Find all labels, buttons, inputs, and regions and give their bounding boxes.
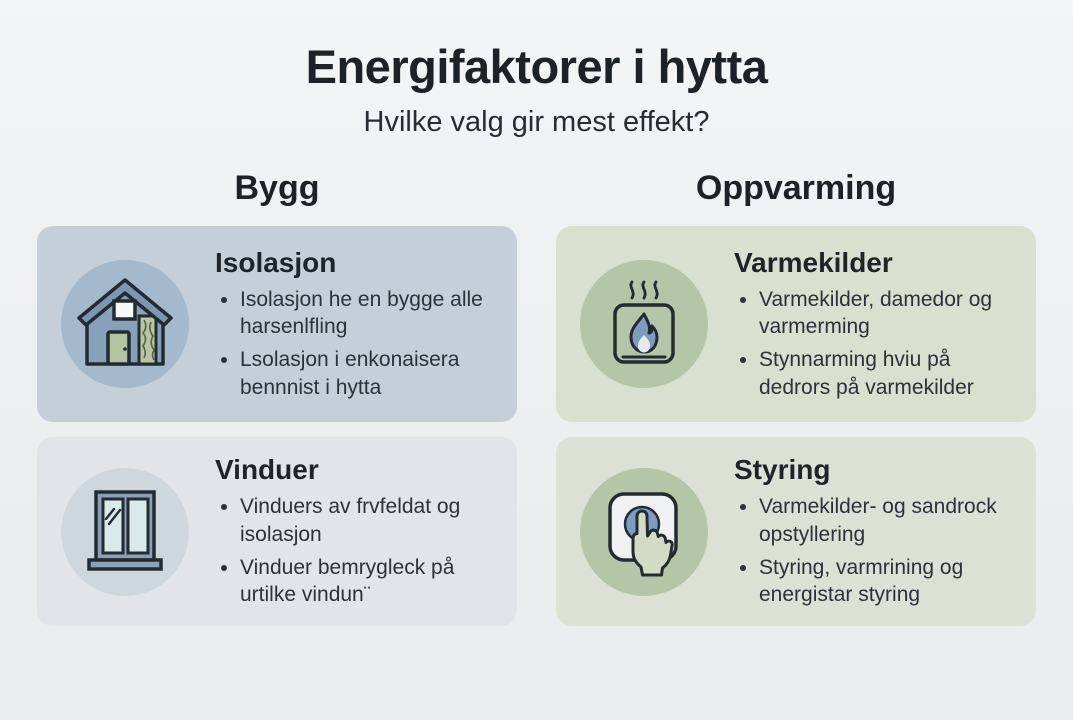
- column-header-oppvarming: Oppvarming: [695, 169, 897, 208]
- card-grid: [0, 169, 1073, 626]
- page-title: Energifaktorer i hytta: [305, 40, 768, 93]
- touch-control-icon: [580, 468, 708, 596]
- fireplace-flame-icon: [580, 260, 708, 388]
- card-content: [215, 247, 499, 402]
- bullet-item: • Stynnarming hviu på dedrors på varmekilder: [759, 346, 1018, 401]
- card-content: [734, 247, 1018, 402]
- bullet-list: [734, 493, 1018, 609]
- card-isolasjon: [37, 226, 517, 422]
- column-oppvarming: [556, 169, 1036, 626]
- column-header-bygg: Bygg: [234, 169, 320, 208]
- card-content: [215, 454, 499, 609]
- card-styring: [556, 437, 1036, 626]
- card-title-vinduer: Vinduer: [215, 454, 319, 486]
- card-title-styring: Styring: [734, 454, 831, 486]
- bullet-list: [215, 286, 499, 402]
- house-insulation-icon: [61, 260, 189, 388]
- bullet-item: • Vinduers av frvfeldat og isolasjon: [240, 493, 499, 548]
- card-varmekilder: [556, 226, 1036, 422]
- card-content: [734, 454, 1018, 609]
- bullet-item: • Isolasjon he en bygge alle harsenlfling: [240, 286, 499, 341]
- column-bygg: [37, 169, 517, 626]
- bullet-item: • Vinduer bemrygleck på urtilke vindun¨: [240, 554, 499, 609]
- bullet-list: [734, 286, 1018, 402]
- bullet-item: • Varmekilder- og sandrock opstyllering: [759, 493, 1018, 548]
- card-title-isolasjon: Isolasjon: [215, 246, 337, 278]
- bullet-list: [215, 493, 499, 609]
- page-subtitle: Hvilke valg gir mest effekt?: [363, 106, 710, 139]
- card-title-varmekilder: Varmekilder: [734, 246, 893, 278]
- card-vinduer: [37, 437, 517, 626]
- bullet-item: • Varmekilder, damedor og varmerming: [759, 286, 1018, 341]
- window-icon: [61, 468, 189, 596]
- bullet-item: • Lsolasjon i enkonaisera bennnist i hytta: [240, 346, 499, 401]
- bullet-item: • Styring, varmrining og energistar styring: [759, 554, 1018, 609]
- header: [0, 40, 1073, 139]
